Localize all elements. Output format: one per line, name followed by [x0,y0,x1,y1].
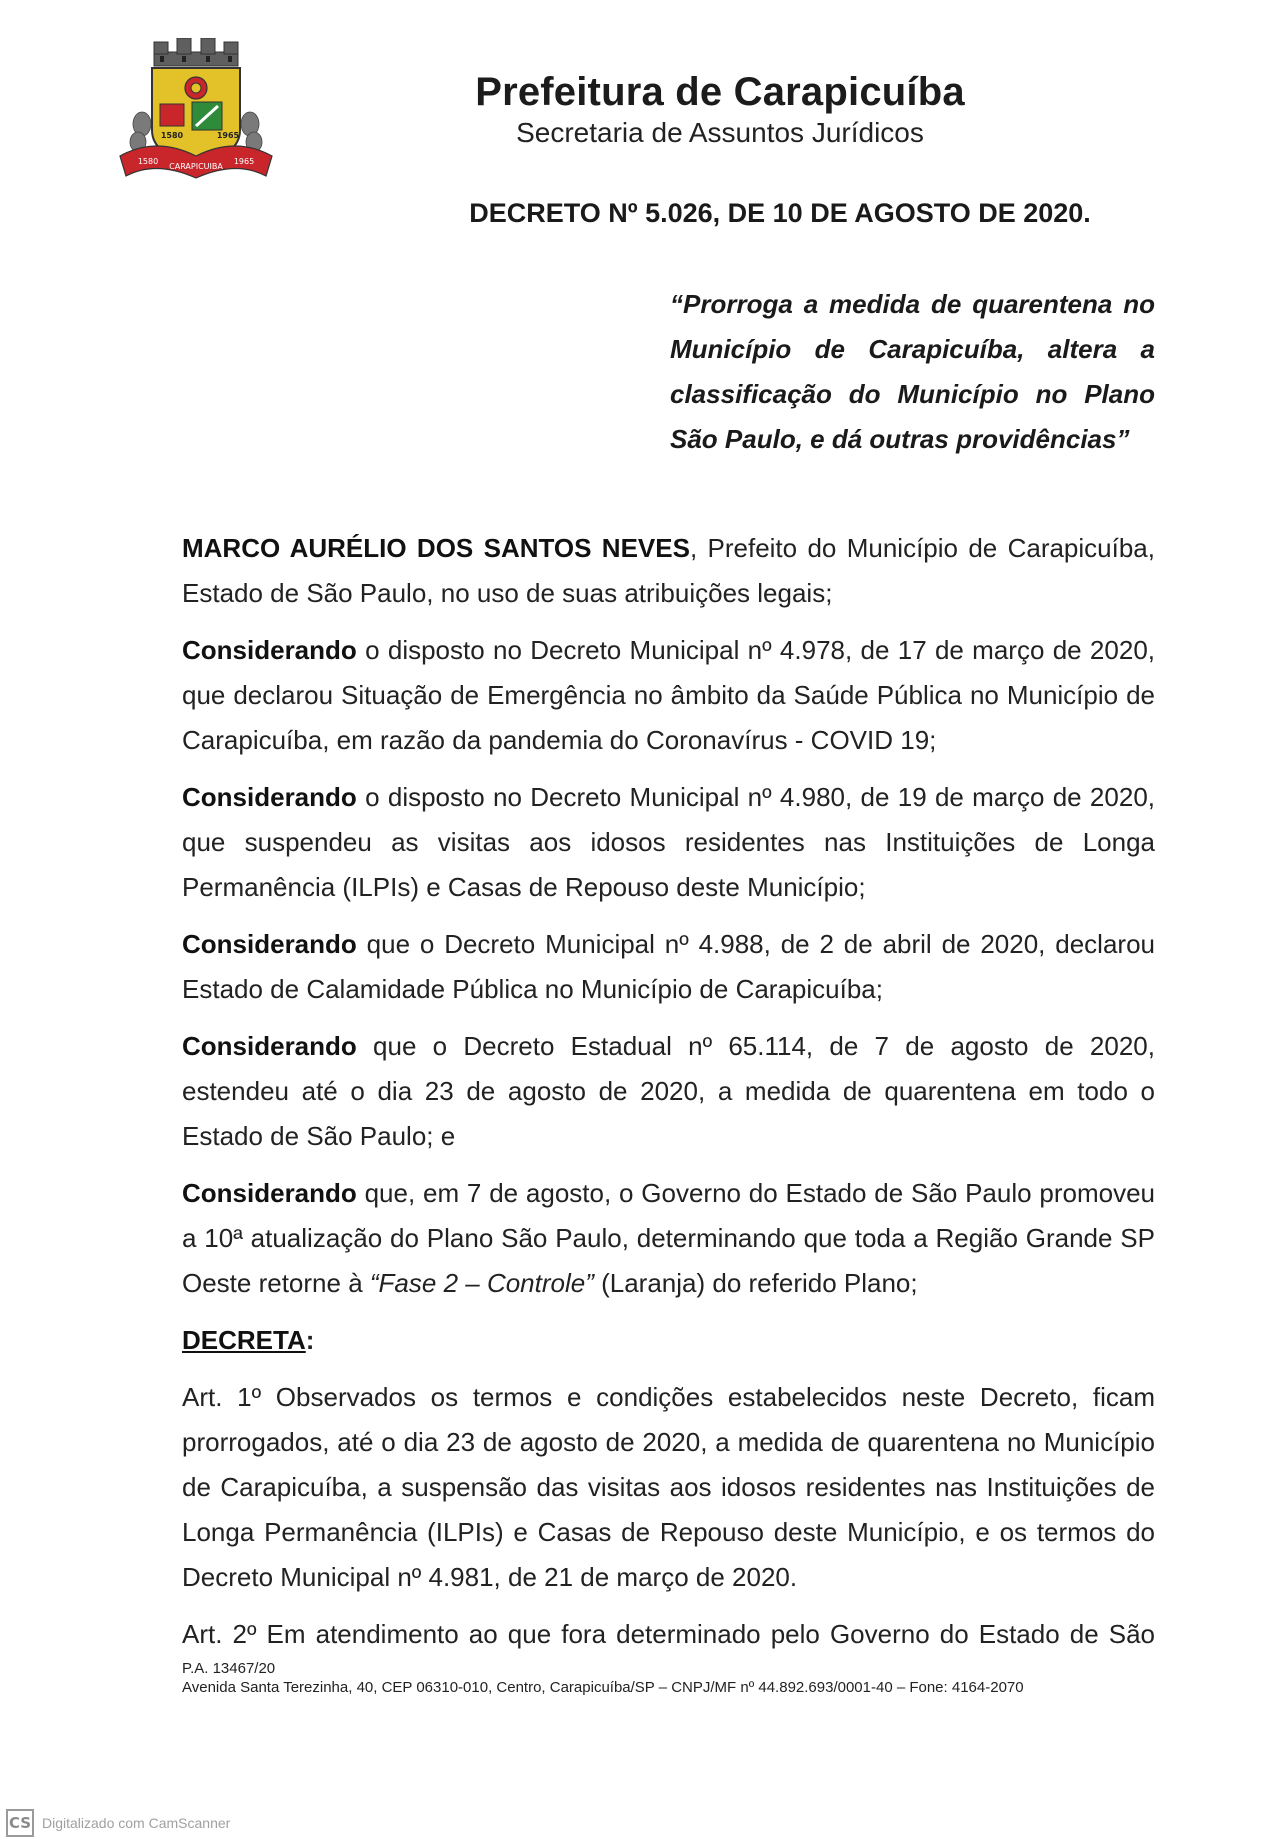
plan-phase-name: “Fase 2 – Controle” [369,1268,594,1298]
considerando-lead: Considerando [182,782,357,812]
crest-ribbon-center-text: CARAPICUIBA [169,162,223,171]
decreta-label: DECRETA [182,1325,306,1355]
considerando-lead: Considerando [182,635,357,665]
considerando-text: o disposto no Decreto Municipal nº 4.980, de 19 de março de 2020, que suspendeu as visitas aos idosos residentes nas Instituições de Longa Permanência (ILPIs) e Casas de Repouso deste Município; [182,782,1155,902]
camscanner-logo-icon: CS [6,1809,34,1837]
municipal-coat-of-arms-icon [116,38,276,188]
considerando-text: que o Decreto Estadual nº 65.114, de 7 de agosto de 2020, estendeu até o dia 23 de agosto de 2020, a medida de quarentena em todo o Estado de São Paulo; e [182,1031,1155,1151]
process-number: P.A. 13467/20 [182,1660,276,1677]
preamble-text: , Prefeito do Município de Carapicuíba, Estado de São Paulo, no uso de suas atribuições legais; [182,533,1155,608]
considerando-paragraph [182,775,1155,910]
decree-title: DECRETO Nº 5.026, DE 10 DE AGOSTO DE 2020. [469,198,1091,228]
considerando-paragraph [182,628,1155,763]
article-paragraph: Art. 1º Observados os termos e condições estabelecidos neste Decreto, ficam prorrogados, até o dia 23 de agosto de 2020, a medida de quarentena no Município de Carapicuíba, a suspensão das visitas aos idosos residentes nas Instituições de Longa Permanência (ILPIs) e Casas de Repouso deste Município, e os termos do Decreto Municipal nº 4.981, de 21 de março de 2020. [182,1382,1155,1592]
considerando-paragraph [182,1171,1155,1306]
decree-body [182,526,1155,1669]
considerando-paragraph [182,1024,1155,1159]
considerando-lead: Considerando [182,1178,357,1208]
considerando-lead: Considerando [182,1031,357,1061]
crest-shield-right-text: 1965 [216,131,240,140]
mayor-name: MARCO AURÉLIO DOS SANTOS NEVES [182,533,690,563]
considerando-text-end: (Laranja) do referido Plano; [593,1268,918,1298]
crest-ribbon-right-text: 1965 [233,157,255,166]
considerando-text: que o Decreto Municipal nº 4.988, de 2 de abril de 2020, declarou Estado de Calamidade Pública no Município de Carapicuíba; [182,929,1155,1004]
organization-name: Prefeitura de Carapicuíba [475,70,965,114]
considerando-text: o disposto no Decreto Municipal nº 4.978, de 17 de março de 2020, que declarou Situação de Emergência no âmbito da Saúde Pública no Município de Carapicuíba, em razão da pandemia do Coronavírus - COVID 19; [182,635,1155,755]
decreta-colon: : [305,1325,315,1355]
considerando-text: que, em 7 de agosto, o Governo do Estado de São Paulo promoveu a 10ª atualização do Plano São Paulo, determinando que toda a Região Grande SP Oeste retorne à [182,1178,1155,1298]
footer-address: Avenida Santa Terezinha, 40, CEP 06310-010, Centro, Carapicuíba/SP – CNPJ/MF nº 44.892.693/0001-40 – Fone: 4164-2070 [182,1679,1024,1696]
page-footer [182,1659,1182,1697]
scanner-watermark [6,1808,230,1838]
considerando-paragraph [182,922,1155,1012]
department-name: Secretaria de Assuntos Jurídicos [516,117,924,148]
crest-shield-left-text: 1580 [160,131,184,140]
decree-ementa: “Prorroga a medida de quarentena no Município de Carapicuíba, altera a classificação do Município no Plano São Paulo, e dá outras providências” [670,289,1155,454]
preamble-paragraph [182,526,1155,616]
article-paragraph: Art. 2º Em atendimento ao que fora determinado pelo Governo do Estado de São [182,1619,1155,1649]
decreta-heading [182,1318,1155,1363]
scanner-watermark-text: Digitalizado com CamScanner [42,1815,231,1831]
crest-ribbon-left-text: 1580 [137,157,159,166]
considerando-lead: Considerando [182,929,357,959]
